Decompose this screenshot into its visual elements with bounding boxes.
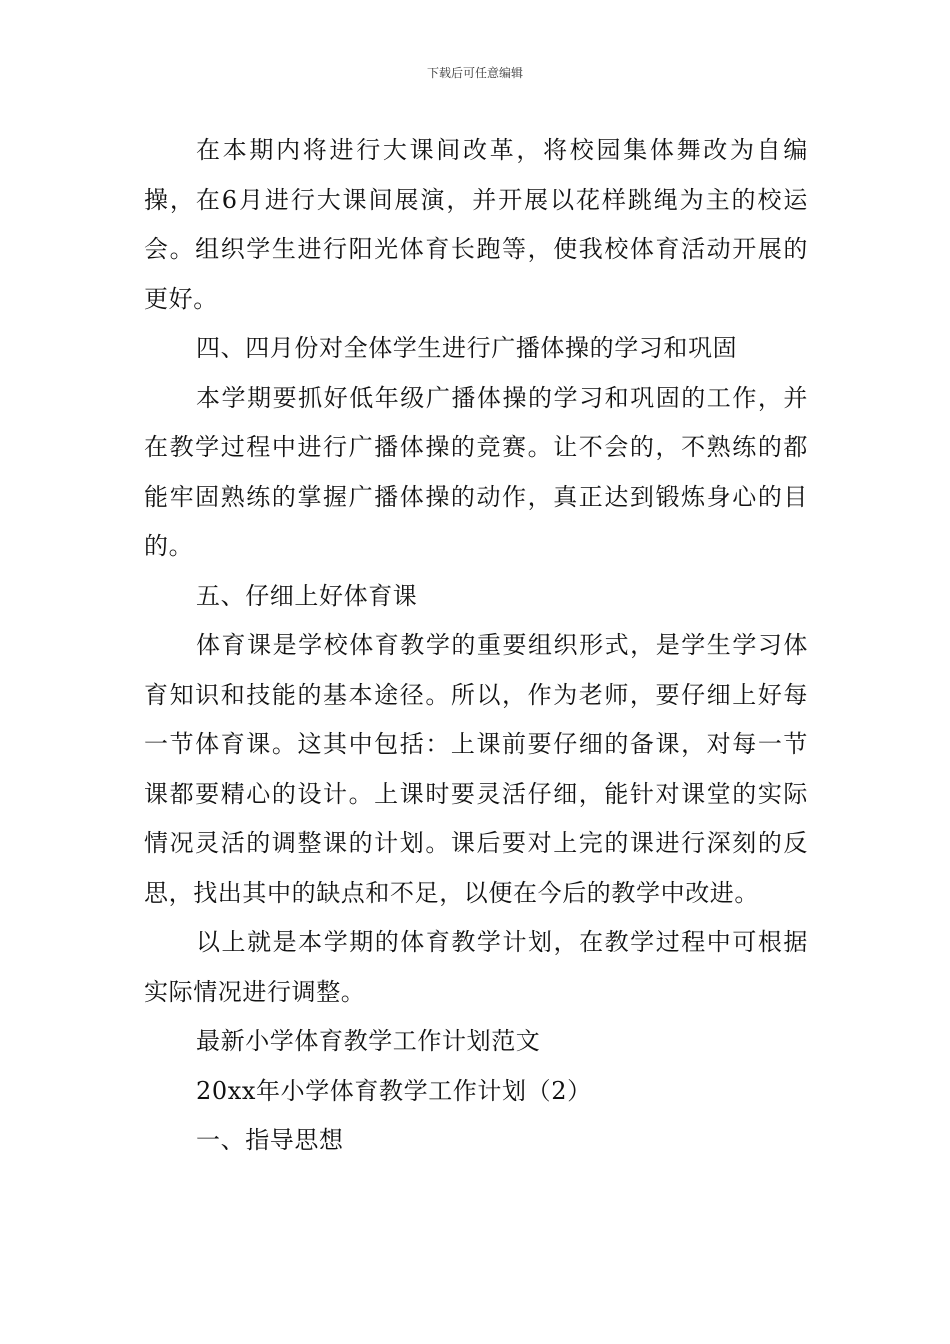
page-header-note: 下载后可任意编辑: [426, 66, 523, 80]
section-heading-one: 一、指导思想: [196, 1126, 344, 1154]
paragraph-pe-class: 体育课是学校体育教学的重要组织形式，是学生学习体育知识和技能的基本途径。所以，作为老师，要仔细上好每一节体育课。这其中包括：上课前要仔细的备课，对每一节课都要精心的设计。上课时要灵活仔细，能针对课堂的实际情况灵活的调整课的计划。课后要对上完的课进行深刻的反思，找出其中的缺点和不足，以便在今后的教学中改进。: [144, 631, 808, 907]
section-heading-four: 四、四月份对全体学生进行广播体操的学习和巩固: [196, 334, 738, 362]
section-heading-five: 五、仔细上好体育课: [196, 581, 418, 610]
document-title-latest: 最新小学体育教学工作计划范文: [196, 1027, 541, 1055]
document-title-plan-2: 20xx年小学体育教学工作计划（2）: [196, 1076, 592, 1105]
paragraph-summary: 以上就是本学期的体育教学计划，在教学过程中可根据实际情况进行调整。: [144, 928, 808, 1006]
paragraph-activities: 在本期内将进行大课间改革，将校园集体舞改为自编操，在6月进行大课间展演，并开展以花样跳绳为主的校运会。组织学生进行阳光体育长跑等，使我校体育活动开展的更好。: [144, 136, 808, 313]
paragraph-broadcast-exercise: 本学期要抓好低年级广播体操的学习和巩固的工作，并在教学过程中进行广播体操的竞赛。让不会的，不熟练的都能牢固熟练的掌握广播体操的动作，真正达到锻炼身心的目的。: [144, 383, 808, 560]
document-body: [144, 126, 808, 1166]
